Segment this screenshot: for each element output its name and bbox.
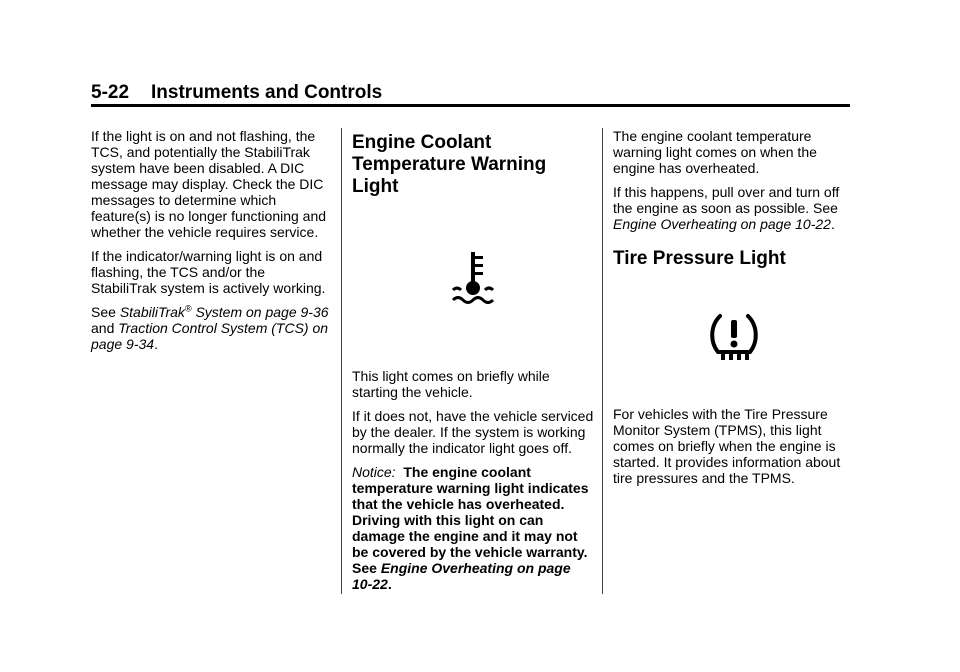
period: . [154,336,158,352]
col1-paragraph-1: If the light is on and not flashing, the TCS, and potentially the StabiliTrak system have been disabled. A DIC message may display. Check the DIC messages to determine which feature(s) is no longer functioning and whether the vehicle requires service. [91,128,327,240]
col1-paragraph-2: If the indicator/warning light is on and flashing, the TCS and/or the StabiliTrak system is actively working. [91,248,326,296]
tire-pressure-icon [708,312,760,362]
engine-overheating-reference-link-2[interactable]: Engine Overheating on page 10-22 [613,216,831,232]
stabilitrak-reference-link[interactable] [120,304,329,320]
coolant-temperature-icon [449,250,497,306]
column-divider-1 [341,128,342,594]
stabilitrak-reference-text: System on page 9-36 [195,304,329,320]
coolant-icon-wrap [352,250,594,306]
engine-overheating-reference-link[interactable]: Engine Overheating on page 10-22 [352,560,571,592]
notice-body: The engine coolant temperature warning light indicates that the vehicle has overheated. Driving with this light on can damage the engine and it may not be covered by the vehicle warranty. See [352,464,589,576]
col3-paragraph-1: The engine coolant temperature warning light comes on when the engine has overheated. [613,128,817,176]
col3-paragraph-3: For vehicles with the Tire Pressure Monitor System (TPMS), this light comes on briefly when the engine is started. It provides information about tire pressures and the TPMS. [613,406,841,486]
column-divider-2 [602,128,603,594]
traction-control-reference-link[interactable]: Traction Control System (TCS) on page 9-34 [91,320,329,352]
see-prefix: See [91,304,116,320]
notice-block [352,464,594,592]
stabilitrak-brand: StabiliTrak [119,304,185,320]
column-1 [91,128,331,360]
col2-paragraph-2: If it does not, have the vehicle serviced by the dealer. If the system is working normally the indicator light goes off. [352,408,594,456]
header-rule [91,104,850,107]
page-number: 5-22 [91,82,130,103]
col1-see-also [91,304,331,352]
engine-coolant-heading: Engine Coolant Temperature Warning Light [352,132,547,197]
section-title: Instruments and Controls [151,82,383,103]
notice-period: . [387,576,392,592]
tire-icon-wrap [613,312,855,368]
col3-paragraph-2-text: If this happens, pull over and turn off the engine as soon as possible. See [613,184,840,216]
and-text: and [91,320,115,336]
column-2 [352,128,594,600]
col3-paragraph-2 [613,184,855,232]
tire-pressure-heading: Tire Pressure Light [613,248,786,269]
registered-mark: ® [184,303,192,314]
col3-period: . [830,216,835,232]
notice-label: Notice: [352,464,396,480]
page-header [91,82,850,104]
col2-paragraph-1: This light comes on briefly while starting the vehicle. [352,368,550,400]
column-3 [613,128,855,494]
